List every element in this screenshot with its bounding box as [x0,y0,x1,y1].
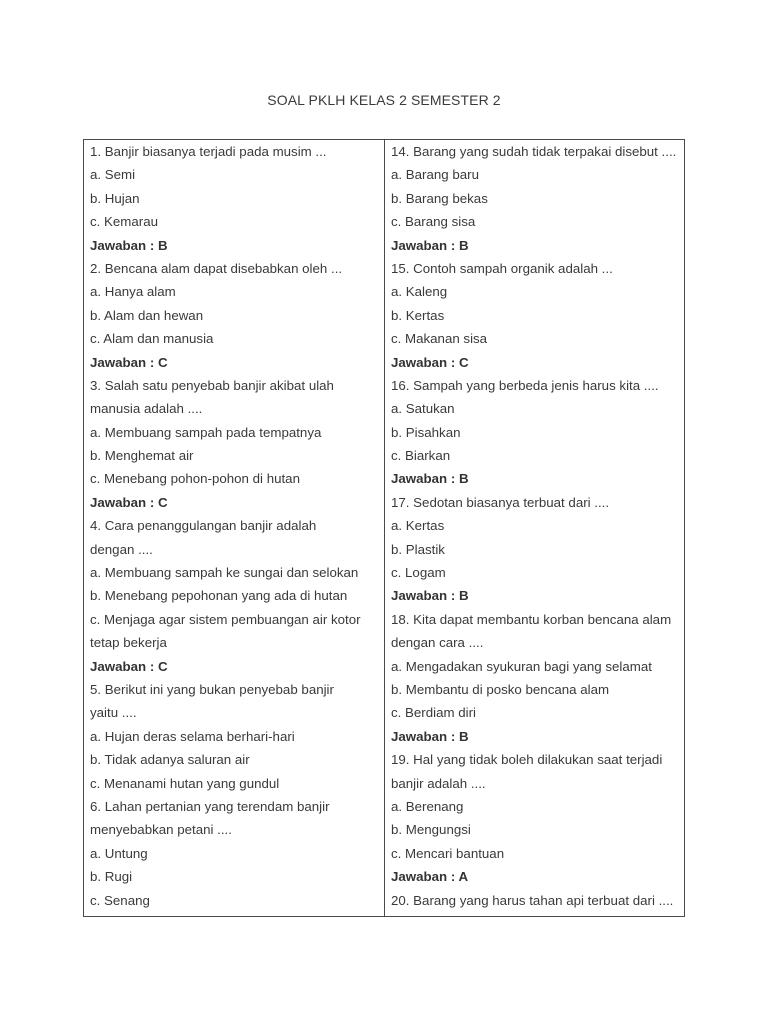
question-table [83,139,685,917]
question-line: 6. Lahan pertanian yang terendam banjir [90,798,330,814]
question-line: 5. Berikut ini yang bukan penyebab banjir [90,681,334,697]
option-line: a. Membuang sampah ke sungai dan selokan [90,565,359,581]
option-line: tetap bekerja [90,635,167,651]
option-line: c. Berdiam diri [391,705,476,721]
option-line: a. Kertas [391,518,445,534]
option-line: c. Mencari bantuan [391,845,505,861]
option-line: b. Kertas [391,307,445,323]
option-line: c. Biarkan [391,448,451,464]
question-line: 3. Salah satu penyebab banjir akibat ulah [90,377,334,393]
option-line: c. Menjaga agar sistem pembuangan air kotor [90,611,361,627]
question-line: dengan .... [90,541,153,557]
option-line: b. Membantu di posko bencana alam [391,681,610,697]
question-line: 16. Sampah yang berbeda jenis harus kita .... [391,377,659,393]
answer-line: Jawaban : C [90,354,168,370]
answer-line: Jawaban : B [391,728,469,744]
option-line: a. Barang baru [391,167,479,183]
question-line: 17. Sedotan biasanya terbuat dari .... [391,494,610,510]
option-line: c. Menebang pohon-pohon di hutan [90,471,300,487]
answer-line: Jawaban : B [391,588,469,604]
right-column [385,140,684,916]
option-line: c. Makanan sisa [391,331,488,347]
option-line: b. Menghemat air [90,448,194,464]
question-line: 19. Hal yang tidak boleh dilakukan saat terjadi [391,752,663,768]
option-line: c. Menanami hutan yang gundul [90,775,280,791]
question-line: 14. Barang yang sudah tidak terpakai disebut .... [391,144,677,159]
option-line: b. Tidak adanya saluran air [90,752,250,768]
option-line: b. Pisahkan [391,424,461,440]
option-line: c. Alam dan manusia [90,331,214,347]
option-line: b. Alam dan hewan [90,307,204,323]
question-line: menyebabkan petani .... [90,822,232,838]
option-line: b. Barang bekas [391,190,488,206]
question-line: 20. Barang yang harus tahan api terbuat dari .... [391,892,674,908]
option-line: c. Barang sisa [391,214,476,230]
option-line: c. Kemarau [90,214,158,230]
answer-line: Jawaban : C [90,658,168,674]
question-line: banjir adalah .... [391,775,486,791]
option-line: a. Hujan deras selama berhari-hari [90,728,295,744]
option-line: b. Plastik [391,541,445,557]
question-line: 4. Cara penanggulangan banjir adalah [90,518,317,534]
answer-line: Jawaban : B [391,237,469,253]
answer-line: Jawaban : A [391,869,469,885]
question-line: dengan cara .... [391,635,484,651]
option-line: c. Logam [391,565,446,581]
answer-line: Jawaban : C [90,494,168,510]
option-line: a. Semi [90,167,136,183]
question-line: 15. Contoh sampah organik adalah ... [391,260,613,276]
question-line: 2. Bencana alam dapat disebabkan oleh ... [90,260,343,276]
option-line: a. Untung [90,845,148,861]
answer-line: Jawaban : B [391,471,469,487]
option-line: a. Satukan [391,401,455,417]
option-line: a. Mengadakan syukuran bagi yang selamat [391,658,652,674]
question-line: 1. Banjir biasanya terjadi pada musim ... [90,144,327,159]
page-title: SOAL PKLH KELAS 2 SEMESTER 2 [267,92,501,108]
option-line: a. Kaleng [391,284,448,300]
option-line: a. Membuang sampah pada tempatnya [90,424,322,440]
answer-line: Jawaban : C [391,354,469,370]
option-line: a. Hanya alam [90,284,176,300]
option-line: b. Rugi [90,869,133,885]
question-line: yaitu .... [90,705,137,721]
option-line: b. Mengungsi [391,822,471,838]
option-line: b. Menebang pepohonan yang ada di hutan [90,588,348,604]
option-line: c. Senang [90,892,150,908]
left-column [84,140,385,916]
option-line: b. Hujan [90,190,140,206]
question-line: manusia adalah .... [90,401,203,417]
question-line: 18. Kita dapat membantu korban bencana alam [391,611,672,627]
option-line: a. Berenang [391,798,464,814]
answer-line: Jawaban : B [90,237,168,253]
